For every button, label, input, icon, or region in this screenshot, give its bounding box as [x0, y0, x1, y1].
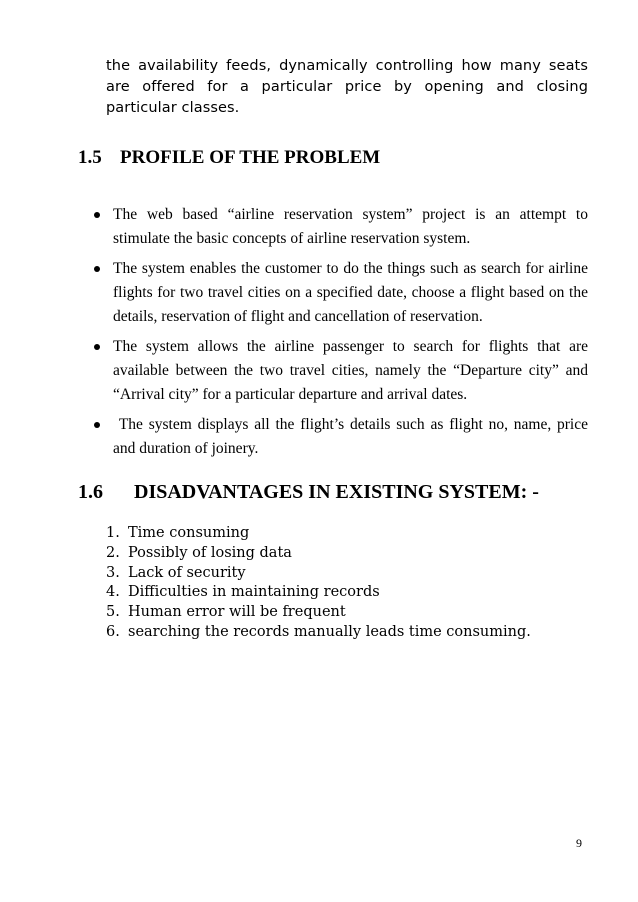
bullet-text: The web based “airline reservation system” project is an attempt to stimulate the basic concepts of airline reservation system.: [113, 206, 588, 247]
section-number: 1.6: [78, 481, 103, 503]
item-number: 5.: [106, 604, 120, 621]
list-item: [94, 257, 588, 329]
item-text: Lack of security: [128, 564, 246, 581]
section-number: 1.5: [78, 147, 102, 168]
problem-bullet-list: [94, 203, 592, 467]
list-item: [94, 335, 588, 407]
section-title: PROFILE OF THE PROBLEM: [120, 147, 381, 168]
list-item: [106, 564, 531, 584]
item-text: Difficulties in maintaining records: [128, 584, 380, 601]
intro-paragraph: the availability feeds, dynamically controlling how many seats are offered for a particular price by opening and closing particular classes.: [106, 58, 588, 116]
list-item: [106, 544, 531, 564]
bullet-text: The system allows the airline passenger to search for flights that are available between the two travel cities, namely the “Departure city” and “Arrival city” for a particular departure and arrival dates.: [113, 338, 588, 403]
bullet-icon: [94, 212, 100, 218]
bullet-text: The system enables the customer to do the things such as search for airline flights for two travel cities on a specified date, choose a flight based on the details, reservation of flight and cancellation of reservation.: [113, 260, 588, 325]
bullet-text: The system displays all the flight’s details such as flight no, name, price and duration of joinery.: [113, 416, 592, 457]
item-text: Human error will be frequent: [128, 604, 346, 621]
bullet-icon: [94, 422, 100, 428]
item-number: 4.: [106, 584, 120, 601]
list-item: [94, 413, 592, 461]
list-item: [106, 623, 531, 643]
bullet-icon: [94, 266, 100, 272]
list-item: [106, 583, 531, 603]
item-number: 3.: [106, 564, 120, 581]
list-item: [106, 603, 531, 623]
item-text: searching the records manually leads time consuming.: [128, 623, 531, 640]
section-heading-1-6: [78, 481, 539, 504]
section-heading-1-5: [78, 147, 380, 169]
item-number: 6.: [106, 623, 120, 640]
item-text: Time consuming: [128, 525, 250, 541]
section-title: DISADVANTAGES IN EXISTING SYSTEM: -: [134, 481, 539, 503]
list-item: [94, 203, 588, 251]
item-number: 1.: [106, 525, 120, 541]
list-item: [106, 524, 531, 544]
bullet-icon: [94, 344, 100, 350]
page-number: 9: [576, 836, 582, 850]
disadvantages-list: [106, 524, 531, 643]
item-number: 2.: [106, 544, 120, 561]
item-text: Possibly of losing data: [128, 544, 292, 561]
